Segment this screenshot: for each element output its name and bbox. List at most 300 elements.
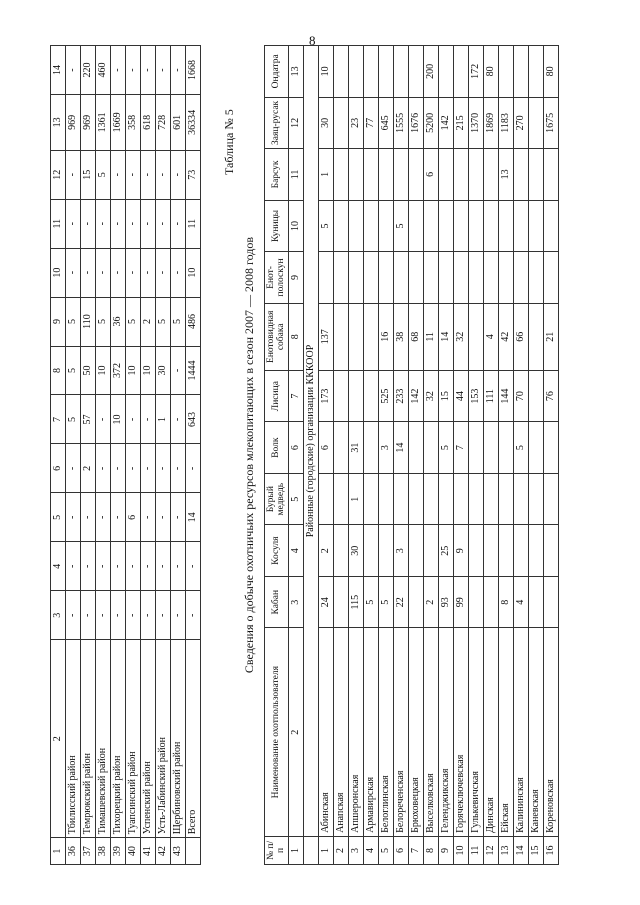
table-cell bbox=[378, 149, 393, 201]
district-name: Тбилисский район bbox=[66, 640, 81, 838]
table-cell bbox=[408, 525, 423, 577]
table-row bbox=[66, 46, 81, 865]
table-cell bbox=[393, 473, 408, 525]
table-cell: 2 bbox=[318, 525, 333, 577]
table-cell: 1444 bbox=[186, 346, 201, 395]
table-cell: - bbox=[66, 542, 81, 591]
table-row bbox=[498, 46, 513, 865]
table-cell bbox=[333, 525, 348, 577]
table-cell: 3 bbox=[378, 422, 393, 474]
table-cell: 66 bbox=[513, 303, 528, 370]
table-cell: 32 bbox=[423, 370, 438, 422]
column-header: Кабан bbox=[265, 576, 289, 628]
table-cell: 173 bbox=[318, 370, 333, 422]
table-cell: 5 bbox=[438, 422, 453, 474]
table-cell: 142 bbox=[408, 370, 423, 422]
table-cell: - bbox=[141, 248, 156, 297]
column-header: Заяц-русак bbox=[265, 97, 289, 149]
table-cell: 43 bbox=[171, 838, 186, 865]
table-cell: - bbox=[171, 199, 186, 248]
table-cell bbox=[453, 473, 468, 525]
table-cell: - bbox=[171, 395, 186, 444]
table-cell: 5 bbox=[513, 422, 528, 474]
column-number: 12 bbox=[51, 150, 66, 199]
table-cell bbox=[378, 200, 393, 252]
table-cell bbox=[408, 200, 423, 252]
table-cell: 969 bbox=[81, 95, 96, 151]
table-cell: 2 bbox=[423, 576, 438, 628]
table-cell: 5 bbox=[66, 346, 81, 395]
table-cell: 50 bbox=[81, 346, 96, 395]
table-cell bbox=[528, 473, 543, 525]
table-cell: - bbox=[141, 591, 156, 640]
table-cell: 23 bbox=[348, 97, 363, 149]
page-number: 8 bbox=[309, 33, 316, 48]
table-cell: 153 bbox=[468, 370, 483, 422]
table-cell bbox=[348, 370, 363, 422]
table-cell bbox=[318, 473, 333, 525]
table-row bbox=[528, 46, 543, 865]
table-cell: 9 bbox=[438, 836, 453, 864]
table-cell bbox=[498, 473, 513, 525]
table-cell: 110 bbox=[81, 297, 96, 346]
table-cell: 358 bbox=[126, 95, 141, 151]
table-cell: 68 bbox=[408, 303, 423, 370]
table-cell: 11 bbox=[423, 303, 438, 370]
table-cell bbox=[453, 46, 468, 98]
table-cell: 93 bbox=[438, 576, 453, 628]
table-cell: 6 bbox=[126, 493, 141, 542]
column-number: 12 bbox=[288, 97, 303, 149]
organization-name: Анапская bbox=[333, 628, 348, 836]
organization-name: Калининская bbox=[513, 628, 528, 836]
table-cell bbox=[348, 46, 363, 98]
table-cell bbox=[423, 252, 438, 304]
table-cell: - bbox=[171, 346, 186, 395]
table-cell: - bbox=[141, 199, 156, 248]
table-cell: 30 bbox=[318, 97, 333, 149]
table-cell bbox=[363, 303, 378, 370]
table-cell bbox=[408, 252, 423, 304]
table-cell: 10 bbox=[141, 346, 156, 395]
table-cell: 728 bbox=[156, 95, 171, 151]
table-cell: 31 bbox=[348, 422, 363, 474]
table-cell: 5 bbox=[156, 297, 171, 346]
table-cell: 80 bbox=[483, 46, 498, 98]
table-cell: 372 bbox=[111, 346, 126, 395]
table-cell bbox=[528, 252, 543, 304]
table-cell: - bbox=[66, 46, 81, 95]
table-cell bbox=[498, 200, 513, 252]
table-cell bbox=[528, 525, 543, 577]
table-cell: 6 bbox=[423, 149, 438, 201]
table-cell bbox=[483, 525, 498, 577]
table-cell bbox=[378, 525, 393, 577]
table-cell: - bbox=[186, 591, 201, 640]
table-cell: - bbox=[111, 542, 126, 591]
table-cell: 36 bbox=[111, 297, 126, 346]
column-number: 4 bbox=[51, 542, 66, 591]
table-cell: - bbox=[156, 542, 171, 591]
table-cell: 16 bbox=[378, 303, 393, 370]
continuation-table bbox=[50, 45, 201, 865]
table-cell: 220 bbox=[81, 46, 96, 95]
table-row bbox=[378, 46, 393, 865]
table-cell bbox=[423, 473, 438, 525]
district-name: Усть-Лабинский район bbox=[156, 640, 171, 838]
table-cell: 70 bbox=[513, 370, 528, 422]
table-cell: 14 bbox=[186, 493, 201, 542]
table-cell: - bbox=[186, 444, 201, 493]
table-row bbox=[408, 46, 423, 865]
table-cell: - bbox=[141, 46, 156, 95]
table-cell bbox=[363, 46, 378, 98]
table-cell bbox=[543, 252, 558, 304]
table-cell: - bbox=[81, 591, 96, 640]
table-cell: 7 bbox=[453, 422, 468, 474]
table-cell bbox=[378, 46, 393, 98]
table-cell: - bbox=[81, 248, 96, 297]
table-cell: 5 bbox=[96, 297, 111, 346]
table-cell: 10 bbox=[186, 248, 201, 297]
table-cell: 7 bbox=[408, 836, 423, 864]
table-cell: 15 bbox=[438, 370, 453, 422]
column-number: 2 bbox=[288, 628, 303, 836]
table-cell: 14 bbox=[513, 836, 528, 864]
table-cell: 13 bbox=[498, 836, 513, 864]
table-cell: 21 bbox=[543, 303, 558, 370]
table-cell: 12 bbox=[483, 836, 498, 864]
table-cell: 1668 bbox=[186, 46, 201, 95]
table-cell bbox=[483, 422, 498, 474]
table-cell: - bbox=[111, 248, 126, 297]
table-cell bbox=[528, 200, 543, 252]
table-cell: 76 bbox=[543, 370, 558, 422]
table-cell bbox=[408, 46, 423, 98]
organization-name: Геленджикская bbox=[438, 628, 453, 836]
table-cell: - bbox=[171, 542, 186, 591]
table-cell bbox=[363, 252, 378, 304]
table-cell: 142 bbox=[438, 97, 453, 149]
table-cell bbox=[543, 576, 558, 628]
table-cell: 10 bbox=[96, 346, 111, 395]
table-cell: - bbox=[126, 542, 141, 591]
table-title: Сведения о добыче охотничьих ресурсов млекопитающих в сезон 2007 — 2008 годов bbox=[242, 236, 256, 674]
table-cell: - bbox=[96, 444, 111, 493]
table-cell: 1361 bbox=[96, 95, 111, 151]
table-cell bbox=[528, 576, 543, 628]
table-cell: 5 bbox=[66, 395, 81, 444]
table-cell bbox=[483, 149, 498, 201]
column-number: 9 bbox=[51, 297, 66, 346]
table-cell: 618 bbox=[141, 95, 156, 151]
table-cell: 10 bbox=[126, 346, 141, 395]
table-cell bbox=[318, 252, 333, 304]
table-cell: - bbox=[66, 199, 81, 248]
table-cell bbox=[423, 200, 438, 252]
district-name: Всего bbox=[186, 640, 201, 838]
table-cell bbox=[333, 422, 348, 474]
table-cell: 1183 bbox=[498, 97, 513, 149]
table-cell: 5 bbox=[171, 297, 186, 346]
rotated-page-content bbox=[50, 45, 610, 865]
table-cell: 1370 bbox=[468, 97, 483, 149]
table-cell bbox=[333, 46, 348, 98]
table-cell bbox=[333, 252, 348, 304]
table-cell: - bbox=[81, 199, 96, 248]
table-cell: - bbox=[96, 493, 111, 542]
district-name: Успенский район bbox=[141, 640, 156, 838]
table-cell bbox=[408, 576, 423, 628]
column-header: Енотовидная собака bbox=[265, 303, 289, 370]
table-cell: 38 bbox=[393, 303, 408, 370]
table-cell: - bbox=[156, 444, 171, 493]
table-row bbox=[393, 46, 408, 865]
organization-name: Армавирская bbox=[363, 628, 378, 836]
table-label: Таблица № 5 bbox=[222, 109, 236, 175]
table-cell: 5 bbox=[318, 200, 333, 252]
table-cell bbox=[513, 252, 528, 304]
table-cell bbox=[528, 149, 543, 201]
table-cell bbox=[423, 422, 438, 474]
column-header: № п/п bbox=[265, 836, 289, 864]
table-cell: - bbox=[66, 591, 81, 640]
table-cell bbox=[468, 525, 483, 577]
column-number: 8 bbox=[288, 303, 303, 370]
table-cell: 1555 bbox=[393, 97, 408, 149]
table-cell bbox=[513, 149, 528, 201]
table-cell: 6 bbox=[318, 422, 333, 474]
table-cell: 14 bbox=[438, 303, 453, 370]
table-cell bbox=[363, 473, 378, 525]
table-cell bbox=[543, 525, 558, 577]
table-cell: - bbox=[156, 493, 171, 542]
table-cell bbox=[468, 303, 483, 370]
table-cell bbox=[333, 473, 348, 525]
column-header: Косуля bbox=[265, 525, 289, 577]
table-row bbox=[423, 46, 438, 865]
table-cell: 77 bbox=[363, 97, 378, 149]
organization-name: Брюховецкая bbox=[408, 628, 423, 836]
table-cell: 57 bbox=[81, 395, 96, 444]
table-cell: - bbox=[156, 46, 171, 95]
table-cell bbox=[498, 525, 513, 577]
table-cell bbox=[513, 473, 528, 525]
table-cell: - bbox=[66, 493, 81, 542]
table-row bbox=[318, 46, 333, 865]
table-cell: - bbox=[126, 248, 141, 297]
column-number: 7 bbox=[51, 395, 66, 444]
table-cell: 30 bbox=[348, 525, 363, 577]
table-row bbox=[156, 46, 171, 865]
column-number-row bbox=[288, 46, 303, 865]
column-number: 6 bbox=[288, 422, 303, 474]
table-cell bbox=[348, 149, 363, 201]
table-cell bbox=[363, 149, 378, 201]
organization-name: Каневская bbox=[528, 628, 543, 836]
table-cell bbox=[363, 422, 378, 474]
table-cell bbox=[438, 252, 453, 304]
table-cell: 5 bbox=[66, 297, 81, 346]
table-cell: - bbox=[111, 199, 126, 248]
table-cell bbox=[333, 97, 348, 149]
table-cell: 233 bbox=[393, 370, 408, 422]
table-cell: 111 bbox=[483, 370, 498, 422]
table-cell bbox=[483, 576, 498, 628]
column-number: 13 bbox=[288, 46, 303, 98]
table-cell: 215 bbox=[453, 97, 468, 149]
table-cell bbox=[408, 149, 423, 201]
table-row bbox=[333, 46, 348, 865]
column-number: 3 bbox=[288, 576, 303, 628]
table-cell bbox=[378, 473, 393, 525]
table-cell: - bbox=[96, 591, 111, 640]
table-cell bbox=[498, 252, 513, 304]
table-cell: 460 bbox=[96, 46, 111, 95]
table-cell: 5200 bbox=[423, 97, 438, 149]
table-cell: 1869 bbox=[483, 97, 498, 149]
table-cell: - bbox=[141, 150, 156, 199]
table-cell: - bbox=[156, 248, 171, 297]
table-cell: - bbox=[171, 591, 186, 640]
table-cell: - bbox=[126, 444, 141, 493]
table-row bbox=[171, 46, 186, 865]
table-cell: 3 bbox=[393, 525, 408, 577]
table-cell bbox=[528, 97, 543, 149]
table-row bbox=[438, 46, 453, 865]
column-number: 5 bbox=[288, 473, 303, 525]
section-label: Районные (городские) организации КККООР bbox=[303, 46, 318, 837]
organization-name: Белоглинская bbox=[378, 628, 393, 836]
table-cell: 969 bbox=[66, 95, 81, 151]
table-cell: 42 bbox=[498, 303, 513, 370]
table-cell: 10 bbox=[318, 46, 333, 98]
table-cell bbox=[498, 46, 513, 98]
column-number: 10 bbox=[288, 200, 303, 252]
table-cell bbox=[468, 200, 483, 252]
column-number: 4 bbox=[288, 525, 303, 577]
table-cell: 2 bbox=[333, 836, 348, 864]
table-cell: - bbox=[111, 46, 126, 95]
table-row bbox=[186, 46, 201, 865]
district-name: Туапсинский район bbox=[126, 640, 141, 838]
table-cell: 1 bbox=[156, 395, 171, 444]
table-cell: - bbox=[126, 199, 141, 248]
table-cell bbox=[468, 422, 483, 474]
column-number: 1 bbox=[288, 836, 303, 864]
table-cell: 4 bbox=[483, 303, 498, 370]
table-cell: 11 bbox=[468, 836, 483, 864]
table-cell bbox=[543, 473, 558, 525]
table-cell bbox=[543, 200, 558, 252]
table-cell: 5 bbox=[393, 200, 408, 252]
district-name: Темрюкский район bbox=[81, 640, 96, 838]
organization-name: Апшеронская bbox=[348, 628, 363, 836]
table-cell: 30 bbox=[156, 346, 171, 395]
table-cell bbox=[333, 576, 348, 628]
column-header: Волк bbox=[265, 422, 289, 474]
table-cell: - bbox=[96, 248, 111, 297]
table-cell: 41 bbox=[141, 838, 156, 865]
table-cell: 15 bbox=[528, 836, 543, 864]
table-cell: 10 bbox=[111, 395, 126, 444]
table-cell bbox=[453, 200, 468, 252]
table-cell: - bbox=[171, 493, 186, 542]
table-cell: 1 bbox=[318, 149, 333, 201]
table-cell: 2 bbox=[81, 444, 96, 493]
table-cell bbox=[513, 46, 528, 98]
table-row bbox=[96, 46, 111, 865]
column-number: 13 bbox=[51, 95, 66, 151]
table-cell bbox=[468, 149, 483, 201]
table-row bbox=[348, 46, 363, 865]
table-cell: - bbox=[111, 493, 126, 542]
table-cell: 601 bbox=[171, 95, 186, 151]
table-cell bbox=[528, 46, 543, 98]
table-cell bbox=[528, 370, 543, 422]
table-cell: - bbox=[141, 542, 156, 591]
table-cell bbox=[543, 149, 558, 201]
table-cell bbox=[483, 200, 498, 252]
column-number: 1 bbox=[51, 838, 66, 865]
table-row bbox=[111, 46, 126, 865]
table-cell: 525 bbox=[378, 370, 393, 422]
table-cell: - bbox=[171, 248, 186, 297]
table-row bbox=[483, 46, 498, 865]
table-row bbox=[543, 46, 558, 865]
table-cell bbox=[528, 422, 543, 474]
mammal-harvest-table bbox=[264, 45, 559, 865]
table-cell bbox=[468, 576, 483, 628]
table-cell bbox=[438, 200, 453, 252]
table-cell: - bbox=[141, 444, 156, 493]
table-cell: 9 bbox=[453, 525, 468, 577]
column-number: 10 bbox=[51, 248, 66, 297]
table-cell bbox=[333, 149, 348, 201]
table-cell: - bbox=[111, 444, 126, 493]
table-cell: 42 bbox=[156, 838, 171, 865]
table-cell: 36 bbox=[66, 838, 81, 865]
table-cell: 1675 bbox=[543, 97, 558, 149]
table-cell: 137 bbox=[318, 303, 333, 370]
table-cell: - bbox=[171, 444, 186, 493]
table-cell: 5 bbox=[96, 150, 111, 199]
table-cell: 24 bbox=[318, 576, 333, 628]
table-cell: - bbox=[141, 493, 156, 542]
table-cell bbox=[483, 473, 498, 525]
table-cell: - bbox=[126, 591, 141, 640]
table-cell: - bbox=[81, 542, 96, 591]
table-cell bbox=[378, 252, 393, 304]
table-cell: 37 bbox=[81, 838, 96, 865]
table-cell: 144 bbox=[498, 370, 513, 422]
table-cell: 2 bbox=[141, 297, 156, 346]
table-row bbox=[453, 46, 468, 865]
table-cell: 40 bbox=[126, 838, 141, 865]
column-header: Барсук bbox=[265, 149, 289, 201]
table-cell bbox=[513, 525, 528, 577]
table-cell: - bbox=[96, 199, 111, 248]
table-cell bbox=[393, 46, 408, 98]
table-cell: 11 bbox=[186, 199, 201, 248]
organization-name: Гулькевичская bbox=[468, 628, 483, 836]
table-cell bbox=[333, 370, 348, 422]
table-cell: 13 bbox=[498, 149, 513, 201]
table-cell: 36334 bbox=[186, 95, 201, 151]
district-name: Щербиновский район bbox=[171, 640, 186, 838]
table-cell: 6 bbox=[393, 836, 408, 864]
table-row bbox=[81, 46, 96, 865]
